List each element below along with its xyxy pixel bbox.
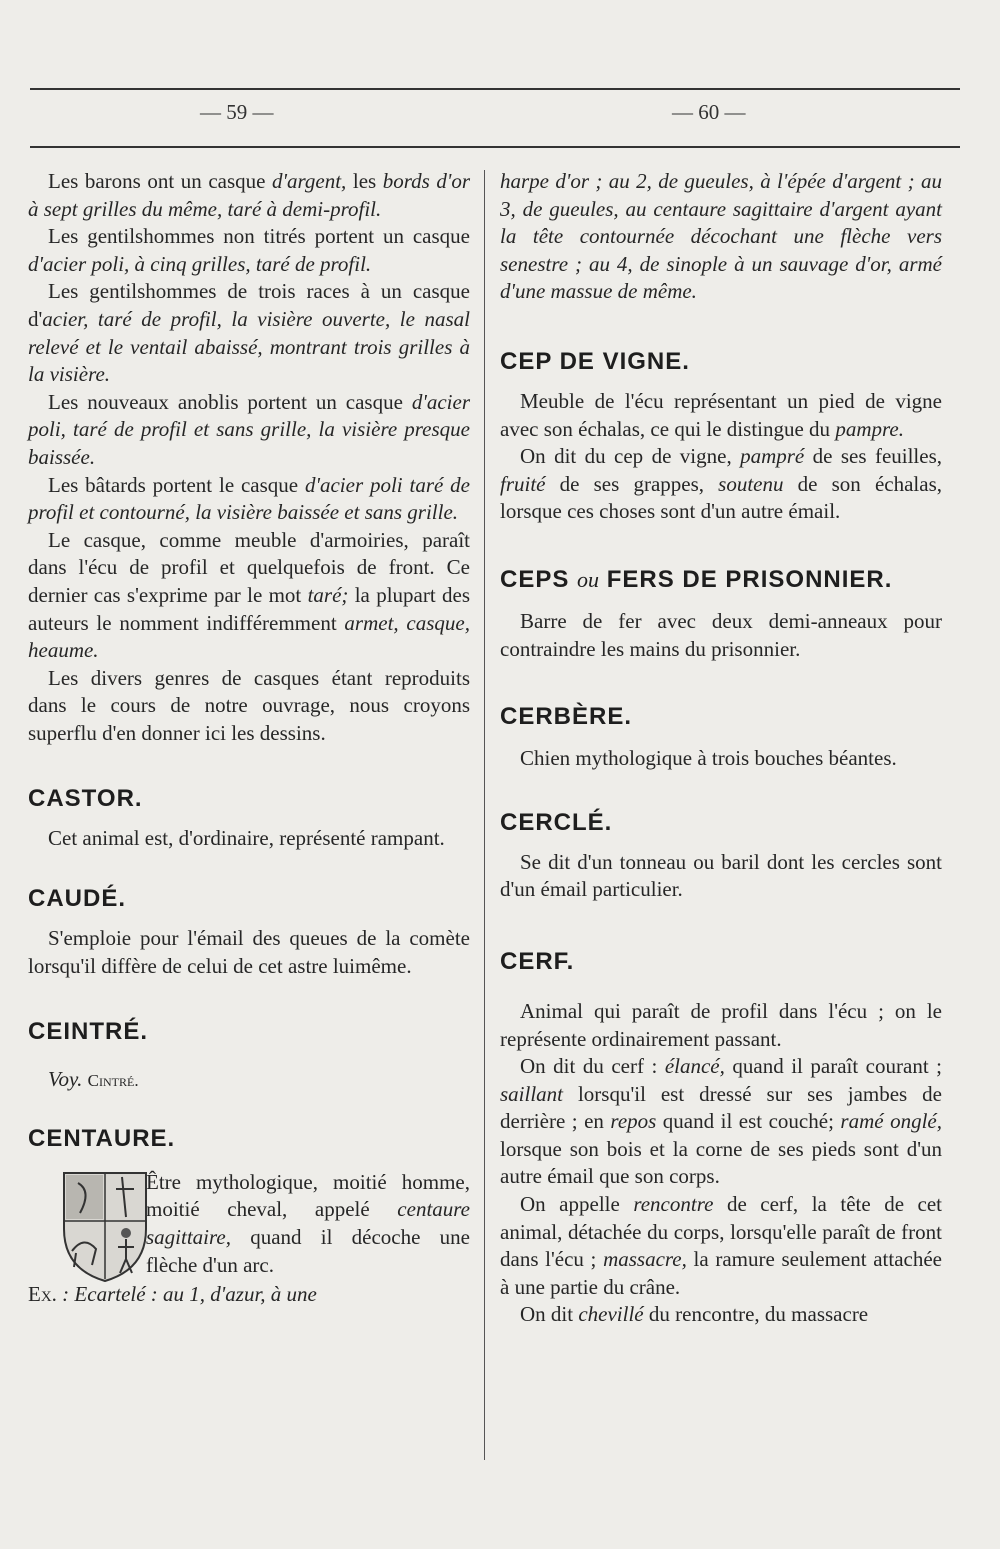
paragraph-centaure-example: Ex. : Ecartelé : au 1, d'azur, à une bbox=[28, 1282, 317, 1307]
page-number-left: — 59 — bbox=[200, 100, 274, 124]
heading-cerbere: CERBÈRE. bbox=[500, 703, 633, 731]
paragraph-casque-meuble: Le casque, comme meuble d'armoiries, paraît dans l'écu de profil et quelquefois de front. Ce dernier cas s'exprime par le mot taré; la plupart des auteurs le nomment indifféremment armet, casque, heaume. bbox=[28, 527, 470, 663]
paragraph-cerf-2: On dit du cerf : élancé, quand il paraît courant ; saillant lorsqu'il est dressé sur ses jambes de derrière ; en repos quand il est couché; ramé onglé, lorsque son bois et la corne de ses pieds sont d'un autre émail que son corps. bbox=[500, 1054, 942, 1189]
paragraph-genres: Les divers genres de casques étant reproduits dans le cours de notre ouvrage, nous croyons superflu d'en donner ici les dessins. bbox=[28, 665, 470, 745]
paragraph-trois-races: Les gentilshommes de trois races à un casque d'acier, taré de profil, la visière ouverte, le nasal relevé et le ventail abaissé, montrant trois grilles à la visière. bbox=[28, 279, 470, 387]
heading-ceps: CEPS ou FERS DE PRISONNIER. bbox=[500, 565, 893, 593]
paragraph-gentilshommes: Les gentilshommes non titrés portent un casque d'acier poli, à cinq grilles, taré de profil. bbox=[28, 224, 470, 276]
paragraph-cerf-4: On dit chevillé du rencontre, du massacre bbox=[520, 1302, 869, 1327]
heading-centaure: CENTAURE. bbox=[28, 1124, 176, 1152]
paragraph-cerf-1: Animal qui paraît de profil dans l'écu ; on le représente ordinairement passant. bbox=[500, 998, 942, 1051]
paragraph-cercle: Se dit d'un tonneau ou baril dont les cercles sont d'un émail particulier. bbox=[500, 849, 942, 902]
paragraph-cerbere: Chien mythologique à trois bouches béantes. bbox=[520, 746, 897, 771]
heading-castor: CASTOR. bbox=[28, 785, 143, 813]
heading-caude: CAUDÉ. bbox=[28, 885, 127, 913]
header-top-rule bbox=[30, 88, 960, 90]
coat-of-arms-shield-icon bbox=[56, 1169, 154, 1285]
page-number-right: — 60 — bbox=[672, 100, 746, 124]
paragraph-ceintre: Voy. Cintré. bbox=[48, 1067, 139, 1092]
paragraph-centaure: Être mythologique, moitié homme, moitié cheval, appelé centaure sagittaire, quand il décoche une flèche d'un arc. bbox=[146, 1169, 470, 1277]
heading-cercle: CERCLÉ. bbox=[500, 808, 613, 836]
paragraph-cep-1: Meuble de l'écu représentant un pied de vigne avec son échalas, ce qui le distingue du pampre. bbox=[500, 388, 942, 441]
header-bottom-rule bbox=[30, 146, 960, 148]
heading-cerf: CERF. bbox=[500, 947, 575, 975]
paragraph-anoblis: Les nouveaux anoblis portent un casque d'acier poli, taré de profil et sans grille, la visière presque baissée. bbox=[28, 389, 470, 469]
centaure-entry bbox=[28, 1169, 470, 1279]
paragraph-batards: Les bâtards portent le casque d'acier poli taré de profil et contourné, la visière baissée et sans grille. bbox=[28, 472, 470, 525]
paragraph-ceps: Barre de fer avec deux demi-anneaux pour contraindre les mains du prisonnier. bbox=[500, 608, 942, 661]
paragraph-barons: Les barons ont un casque d'argent, les bords d'or à sept grilles du même, taré à demi-profil. bbox=[28, 169, 471, 221]
paragraph-centaure-continued: harpe d'or ; au 2, de gueules, à l'épée d'argent ; au 3, de gueules, au centaure sagittaire d'argent ayant la tête contournée décochant une flèche vers senestre ; au 4, de sinople à un sauvage d'or, armé d'une massue de même. bbox=[500, 169, 942, 304]
heading-cep-de-vigne: CEP DE VIGNE. bbox=[500, 347, 690, 375]
heading-ceintre: CEINTRÉ. bbox=[28, 1018, 149, 1046]
column-divider bbox=[484, 170, 485, 1460]
paragraph-castor: Cet animal est, d'ordinaire, représenté rampant. bbox=[48, 826, 445, 851]
paragraph-cep-2: On dit du cep de vigne, pampré de ses feuilles, fruité de ses grappes, soutenu de son échalas, lorsque ces choses sont d'un autre émail. bbox=[500, 444, 943, 524]
left-column bbox=[28, 168, 470, 1309]
right-column bbox=[500, 168, 942, 1329]
paragraph-cerf-3: On appelle rencontre de cerf, la tête de cet animal, détachée du corps, lorsqu'elle paraît de front dans l'écu ; massacre, la ramure seulement attachée à une partie du crâne. bbox=[500, 1192, 943, 1299]
paragraph-caude: S'emploie pour l'émail des queues de la comète lorsqu'il diffère de celui de cet astre luimême. bbox=[28, 926, 470, 978]
